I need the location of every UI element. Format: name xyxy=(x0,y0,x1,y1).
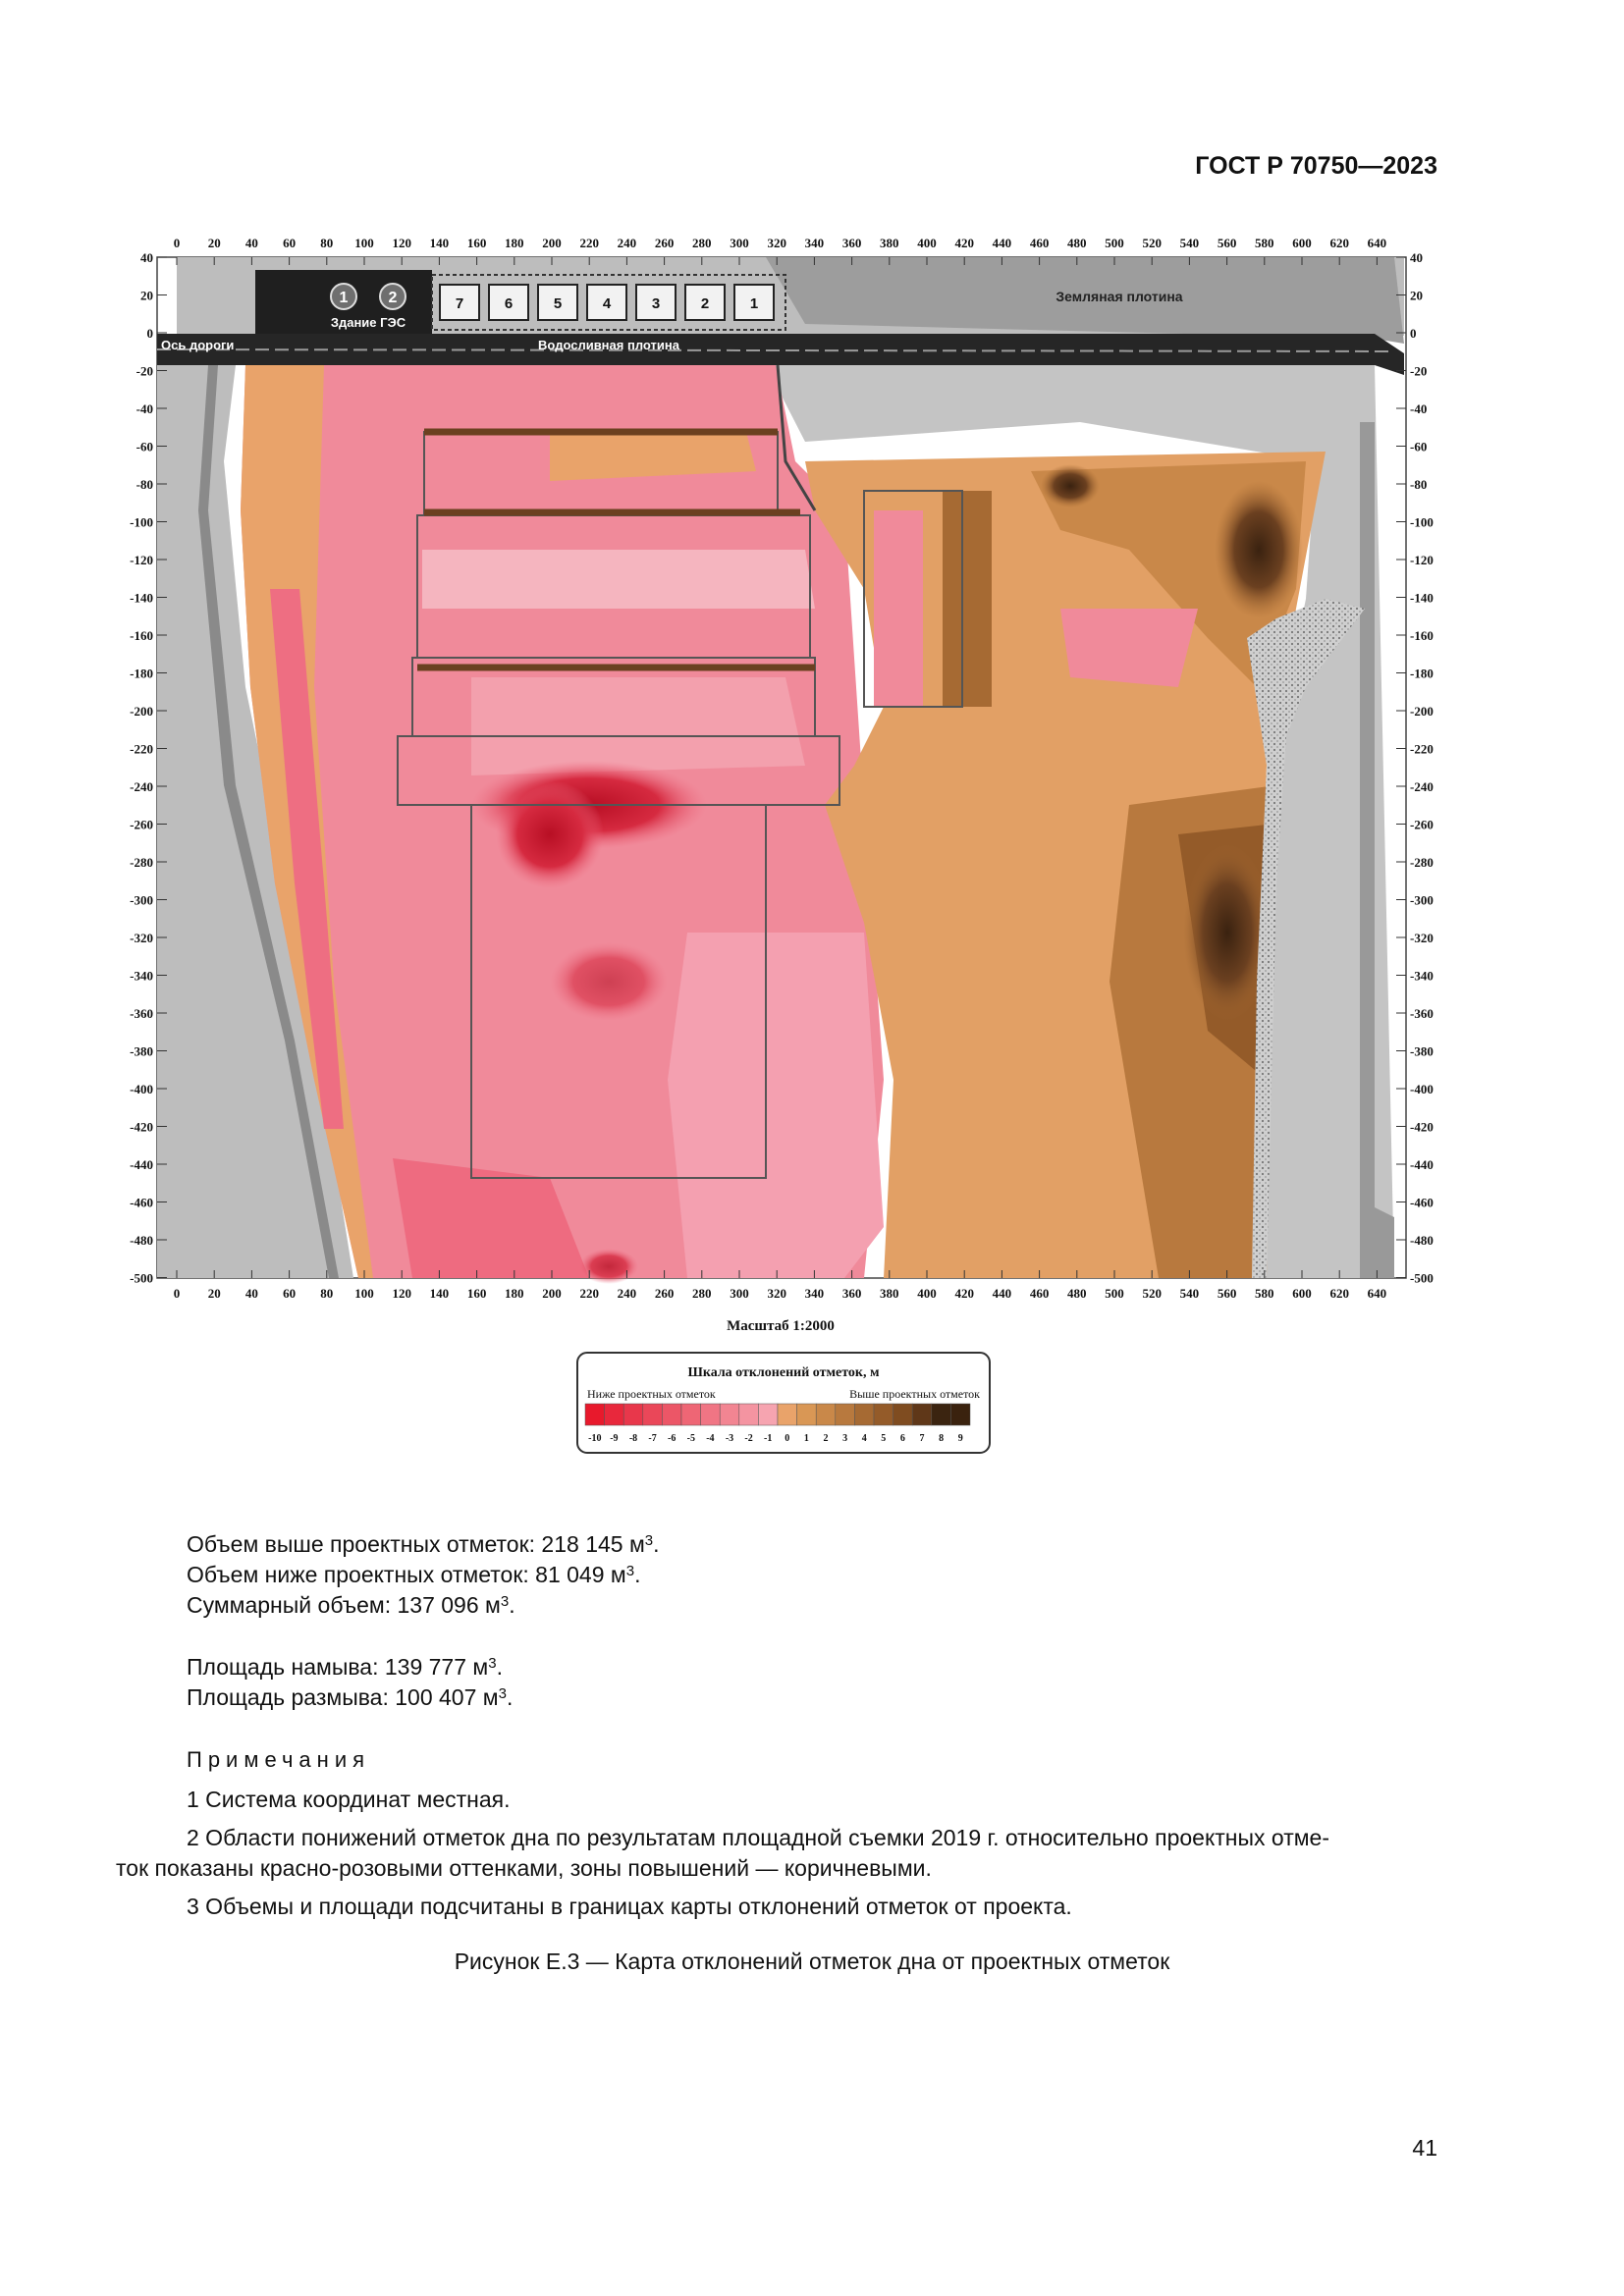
x-tick-label-bottom: 200 xyxy=(542,1286,562,1301)
x-tick-label-bottom: 360 xyxy=(841,1286,862,1301)
y-tick-label-right: 0 xyxy=(1410,326,1417,341)
y-tick-label-right: -380 xyxy=(1410,1043,1434,1059)
spillway-bay-label: 6 xyxy=(504,295,514,312)
x-tick-label-top: 240 xyxy=(617,236,637,250)
x-tick-label-top: 320 xyxy=(767,236,786,250)
legend-swatches xyxy=(585,1404,970,1425)
y-tick-label-left: 20 xyxy=(140,288,153,303)
y-tick-label-right: -20 xyxy=(1410,363,1428,379)
legend-swatch xyxy=(816,1404,836,1425)
x-tick-label-top: 460 xyxy=(1029,236,1050,250)
spillway-bay-label: 3 xyxy=(651,295,661,312)
x-tick-label-bottom: 140 xyxy=(429,1286,450,1301)
x-tick-label-top: 540 xyxy=(1179,236,1200,250)
notes-title: Примечания xyxy=(187,1747,371,1772)
page-number: 41 xyxy=(1412,2135,1437,2161)
y-tick-label-left: -440 xyxy=(130,1157,153,1172)
spillway-dam-label: Водосливная плотина xyxy=(538,338,679,352)
legend-swatch xyxy=(778,1404,797,1425)
legend-value: 4 xyxy=(861,1433,867,1444)
x-tick-label-bottom: 380 xyxy=(880,1286,899,1301)
y-tick-label-left: -500 xyxy=(130,1270,153,1286)
x-tick-label-bottom: 340 xyxy=(804,1286,825,1301)
x-tick-label-bottom: 100 xyxy=(354,1286,374,1301)
x-tick-label-bottom: 240 xyxy=(617,1286,637,1301)
x-tick-label-bottom: 180 xyxy=(505,1286,524,1301)
spillway-bay-label: 2 xyxy=(700,295,710,312)
legend-swatch xyxy=(623,1404,643,1425)
x-tick-label-bottom: 0 xyxy=(173,1286,181,1301)
x-tick-label-top: 640 xyxy=(1367,236,1387,250)
x-tick-label-bottom: 40 xyxy=(244,1286,258,1301)
y-tick-label-left: -40 xyxy=(135,401,153,416)
legend-value: 5 xyxy=(881,1433,887,1444)
x-tick-label-top: 40 xyxy=(244,236,258,250)
note-2-line-2: ток показаны красно-розовыми оттенками, зоны повышений — коричневыми. xyxy=(116,1855,932,1881)
legend-value: -1 xyxy=(764,1433,773,1444)
x-tick-label-bottom: 540 xyxy=(1179,1286,1200,1301)
x-tick-label-top: 340 xyxy=(804,236,825,250)
legend-value: -6 xyxy=(668,1433,677,1444)
x-tick-label-top: 580 xyxy=(1255,236,1274,250)
x-tick-label-top: 440 xyxy=(992,236,1012,250)
spillway-bay-label: 4 xyxy=(602,295,612,312)
x-tick-label-top: 400 xyxy=(917,236,937,250)
legend-value: -3 xyxy=(725,1433,734,1444)
y-tick-label-left: -60 xyxy=(135,439,153,454)
y-tick-label-right: -360 xyxy=(1410,1006,1434,1021)
x-tick-label-top: 200 xyxy=(542,236,562,250)
y-tick-label-right: -420 xyxy=(1410,1119,1434,1135)
y-tick-label-right: -220 xyxy=(1410,741,1434,757)
road-axis-label: Ось дороги xyxy=(161,338,235,352)
x-tick-label-bottom: 580 xyxy=(1255,1286,1274,1301)
x-tick-label-bottom: 620 xyxy=(1329,1286,1349,1301)
x-tick-label-top: 420 xyxy=(954,236,974,250)
x-tick-label-bottom: 220 xyxy=(579,1286,599,1301)
legend-box xyxy=(577,1353,990,1453)
legend-swatch xyxy=(893,1404,913,1425)
y-tick-label-left: 40 xyxy=(140,250,153,265)
legend-value: 8 xyxy=(939,1433,945,1444)
x-tick-label-top: 500 xyxy=(1105,236,1124,250)
y-tick-label-left: 0 xyxy=(146,326,153,341)
legend-swatch xyxy=(585,1404,605,1425)
note-2-line-1: 2 Области понижений отметок дна по результатам площадной съемки 2019 г. относительно проектных отме- xyxy=(187,1825,1330,1850)
legend-value: 2 xyxy=(823,1433,829,1444)
area-erosion: Площадь размыва: 100 407 $м^3$. xyxy=(187,1684,514,1710)
legend-value: -8 xyxy=(628,1433,638,1444)
legend-value: -5 xyxy=(686,1433,695,1444)
document-code: ГОСТ Р 70750—2023 xyxy=(1195,152,1437,180)
x-tick-label-top: 260 xyxy=(654,236,675,250)
x-tick-label-bottom: 520 xyxy=(1142,1286,1162,1301)
x-tick-label-top: 0 xyxy=(173,236,181,250)
x-tick-label-bottom: 120 xyxy=(392,1286,411,1301)
legend-swatch xyxy=(681,1404,701,1425)
legend-value: 7 xyxy=(919,1433,925,1444)
x-tick-label-bottom: 560 xyxy=(1217,1286,1237,1301)
note-3: 3 Объемы и площади подсчитаны в границах карты отклонений отметок от проекта. xyxy=(187,1894,1072,1919)
y-tick-label-left: -340 xyxy=(130,968,153,984)
x-tick-label-top: 100 xyxy=(354,236,374,250)
y-tick-label-left: -420 xyxy=(130,1119,153,1135)
y-tick-label-right: -300 xyxy=(1410,892,1434,908)
y-tick-label-right: -80 xyxy=(1410,477,1428,492)
x-tick-label-top: 140 xyxy=(429,236,450,250)
legend-swatch xyxy=(605,1404,624,1425)
x-tick-label-top: 520 xyxy=(1142,236,1162,250)
x-tick-label-bottom: 60 xyxy=(283,1286,297,1301)
legend-below-label: Ниже проектных отметок xyxy=(587,1387,716,1401)
y-tick-label-left: -160 xyxy=(130,628,153,643)
legend-title: Шкала отклонений отметок, м xyxy=(687,1365,880,1380)
x-tick-label-bottom: 640 xyxy=(1367,1286,1387,1301)
y-tick-label-left: -80 xyxy=(135,477,153,492)
x-tick-label-top: 220 xyxy=(579,236,599,250)
y-tick-label-right: -200 xyxy=(1410,704,1434,719)
x-tick-label-top: 20 xyxy=(207,236,221,250)
y-tick-label-left: -360 xyxy=(130,1006,153,1021)
y-tick-label-right: -480 xyxy=(1410,1233,1434,1248)
x-tick-label-bottom: 160 xyxy=(466,1286,487,1301)
y-tick-label-left: -400 xyxy=(130,1082,153,1096)
y-tick-label-right: -440 xyxy=(1410,1157,1434,1172)
y-tick-label-right: -340 xyxy=(1410,968,1434,984)
y-tick-label-right: -460 xyxy=(1410,1195,1434,1210)
earth-dam-label: Земляная плотина xyxy=(1056,289,1183,304)
x-tick-label-top: 560 xyxy=(1217,236,1237,250)
y-tick-label-left: -460 xyxy=(130,1195,153,1210)
y-tick-label-left: -300 xyxy=(130,892,153,908)
legend-swatch xyxy=(739,1404,759,1425)
y-tick-label-left: -280 xyxy=(130,855,153,870)
y-tick-label-right: -140 xyxy=(1410,590,1434,606)
legend-value: -9 xyxy=(610,1433,619,1444)
x-tick-label-bottom: 20 xyxy=(207,1286,221,1301)
y-tick-label-right: -120 xyxy=(1410,553,1434,567)
x-tick-label-top: 300 xyxy=(730,236,749,250)
y-tick-label-right: -260 xyxy=(1410,817,1434,832)
x-tick-label-top: 600 xyxy=(1292,236,1312,250)
legend-value: -7 xyxy=(648,1433,657,1444)
legend-swatch xyxy=(701,1404,721,1425)
y-tick-label-right: -320 xyxy=(1410,931,1434,945)
x-tick-label-top: 620 xyxy=(1329,236,1349,250)
map-scale: Масштаб 1:2000 xyxy=(727,1318,835,1334)
y-tick-label-right: 40 xyxy=(1410,250,1423,265)
spillway-bay-label: 7 xyxy=(455,295,464,312)
note-1: 1 Система координат местная. xyxy=(187,1787,511,1812)
x-tick-label-top: 180 xyxy=(505,236,524,250)
y-tick-label-left: -120 xyxy=(130,553,153,567)
x-tick-label-top: 80 xyxy=(320,236,334,250)
x-tick-label-top: 360 xyxy=(841,236,862,250)
y-tick-label-right: -500 xyxy=(1410,1270,1434,1286)
legend-swatch xyxy=(950,1404,970,1425)
x-tick-label-bottom: 320 xyxy=(767,1286,786,1301)
y-tick-label-right: 20 xyxy=(1410,288,1423,303)
figure-caption: Рисунок Е.3 — Карта отклонений отметок дна от проектных отметок xyxy=(454,1949,1170,1974)
x-tick-label-top: 380 xyxy=(880,236,899,250)
legend-value: -10 xyxy=(588,1433,602,1444)
legend-value: -2 xyxy=(744,1433,753,1444)
legend-swatch xyxy=(643,1404,663,1425)
x-tick-label-bottom: 460 xyxy=(1029,1286,1050,1301)
legend-swatch xyxy=(797,1404,817,1425)
legend-above-label: Выше проектных отметок xyxy=(849,1387,980,1401)
x-tick-label-top: 280 xyxy=(692,236,712,250)
x-tick-label-top: 480 xyxy=(1067,236,1087,250)
y-tick-label-left: -320 xyxy=(130,931,153,945)
legend-value: -4 xyxy=(706,1433,715,1444)
legend-swatch xyxy=(912,1404,932,1425)
legend-value: 1 xyxy=(803,1433,809,1444)
x-tick-label-bottom: 300 xyxy=(730,1286,749,1301)
x-tick-label-bottom: 420 xyxy=(954,1286,974,1301)
y-tick-label-right: -100 xyxy=(1410,514,1434,530)
hes-unit-1-label: 1 xyxy=(339,290,349,306)
legend-value: 6 xyxy=(899,1433,905,1444)
x-tick-label-bottom: 440 xyxy=(992,1286,1012,1301)
hes-unit-2-label: 2 xyxy=(388,290,398,306)
y-tick-label-left: -260 xyxy=(130,817,153,832)
y-tick-label-left: -200 xyxy=(130,704,153,719)
legend-swatch xyxy=(836,1404,855,1425)
x-tick-label-top: 120 xyxy=(392,236,411,250)
legend-swatch xyxy=(758,1404,778,1425)
y-tick-label-left: -180 xyxy=(130,666,153,681)
y-tick-label-left: -100 xyxy=(130,514,153,530)
legend-swatch xyxy=(932,1404,951,1425)
volume-total: Суммарный объем: 137 096 $м^3$. xyxy=(187,1592,515,1618)
y-tick-label-right: -160 xyxy=(1410,628,1434,643)
x-tick-label-bottom: 480 xyxy=(1067,1286,1087,1301)
x-tick-label-bottom: 500 xyxy=(1105,1286,1124,1301)
legend-value: 9 xyxy=(957,1433,963,1444)
x-tick-label-bottom: 280 xyxy=(692,1286,712,1301)
y-tick-label-left: -480 xyxy=(130,1233,153,1248)
legend-value: 0 xyxy=(785,1433,790,1444)
legend-swatch xyxy=(854,1404,874,1425)
spillway-bay-label: 5 xyxy=(553,295,563,312)
x-tick-label-top: 60 xyxy=(283,236,297,250)
x-tick-label-bottom: 80 xyxy=(320,1286,334,1301)
legend-swatch xyxy=(874,1404,893,1425)
y-tick-label-right: -400 xyxy=(1410,1082,1434,1096)
y-tick-label-right: -280 xyxy=(1410,855,1434,870)
y-tick-label-right: -180 xyxy=(1410,666,1434,681)
x-tick-label-bottom: 400 xyxy=(917,1286,937,1301)
y-tick-label-left: -220 xyxy=(130,741,153,757)
x-tick-label-bottom: 260 xyxy=(654,1286,675,1301)
y-tick-label-right: -60 xyxy=(1410,439,1428,454)
x-tick-label-bottom: 600 xyxy=(1292,1286,1312,1301)
y-tick-label-left: -380 xyxy=(130,1043,153,1059)
y-tick-label-right: -240 xyxy=(1410,779,1434,794)
y-tick-label-left: -20 xyxy=(135,363,153,379)
volume-above: Объем выше проектных отметок: 218 145 $м^3$. xyxy=(187,1531,660,1557)
y-tick-label-right: -40 xyxy=(1410,401,1428,416)
area-fill: Площадь намыва: 139 777 $м^3$. xyxy=(187,1654,503,1680)
hes-label: Здание ГЭС xyxy=(330,315,406,330)
volume-below: Объем ниже проектных отметок: 81 049 $м^3$. xyxy=(187,1562,641,1587)
y-tick-label-left: -240 xyxy=(130,779,153,794)
spillway-bay-label: 1 xyxy=(749,295,759,312)
y-tick-label-left: -140 xyxy=(130,590,153,606)
x-tick-label-top: 160 xyxy=(466,236,487,250)
legend-value: 3 xyxy=(842,1433,848,1444)
legend-swatch xyxy=(662,1404,681,1425)
legend-swatch xyxy=(720,1404,739,1425)
